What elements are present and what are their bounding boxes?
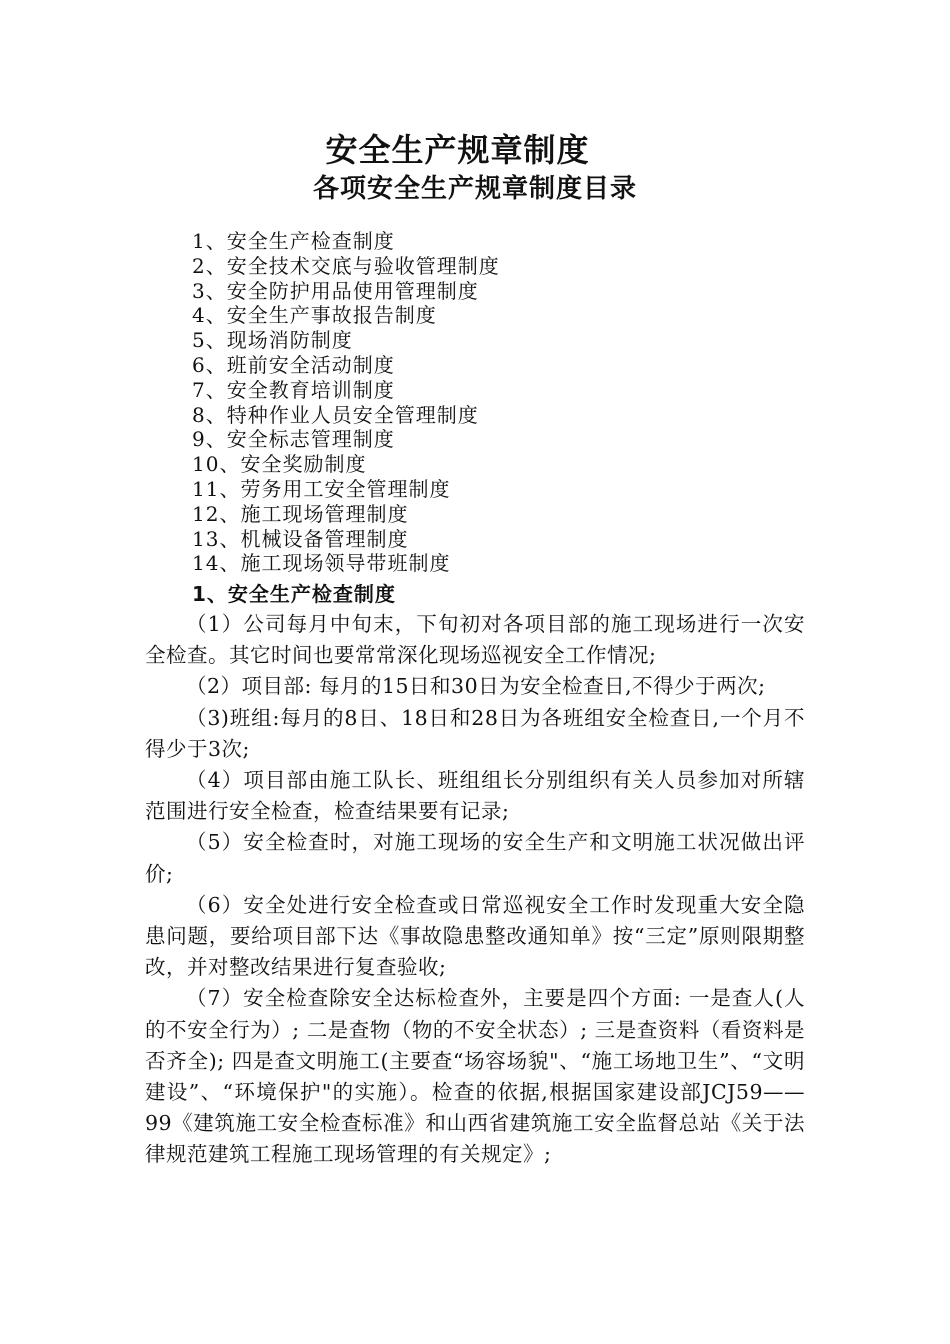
paragraph: （7）安全检查除安全达标检查外，主要是四个方面: 一是查人(人的不安全行为）; 二是查物（物的不安全状态）; 三是查资料（看资料是否齐全); 四是查文明施工(主要查“场容场貌"、“施工场地卫生”、“文明建设”、“环境保护"的实施）。检查的依据,根据国家建设部JCJ59——99《建筑施工安全检查标准》和山西省建筑施工安全监督总站《关于法律规范建筑工程施工现场管理的有关规定》; [145,986,805,1167]
toc-item: 3、安全防护用品使用管理制度 [192,278,479,303]
toc-item: 14、施工现场领导带班制度 [192,551,451,576]
toc-item: 1、安全生产检查制度 [192,229,395,253]
toc-item: 5、现场消防制度 [192,328,353,353]
toc-item: 2、安全技术交底与验收管理制度 [192,253,500,278]
toc-item: 6、班前安全活动制度 [192,352,395,377]
document-title: 安全生产规章制度 [325,131,590,169]
toc-item: 7、安全教育培训制度 [192,377,395,402]
section-body [145,609,805,1171]
toc-item: 13、机械设备管理制度 [192,526,409,551]
document-subtitle: 各项安全生产规章制度目录 [312,174,637,204]
toc-item: 8、特种作业人员安全管理制度 [192,402,479,427]
paragraph: （1）公司每月中旬末，下旬初对各项目部的施工现场进行一次安全检查。其它时间也要常常深化现场巡视安全工作情况; [145,612,805,668]
toc-item: 4、安全生产事故报告制度 [192,303,437,328]
table-of-contents [192,229,500,576]
paragraph: （5）安全检查时，对施工现场的安全生产和文明施工状况做出评价; [145,830,805,886]
paragraph: （6）安全处进行安全检查或日常巡视安全工作时发现重大安全隐患问题，要给项目部下达《事故隐患整改通知单》按“三定”原则限期整改，并对整改结果进行复查验收; [145,892,805,980]
toc-item: 10、安全奖励制度 [192,452,367,477]
paragraph: （4）项目部由施工队长、班组组长分别组织有关人员参加对所辖范围进行安全检查，检查结果要有记录; [145,768,805,824]
paragraph: （3)班组:每月的8日、18日和28日为各班组安全检查日,一个月不得少于3次; [145,705,805,761]
toc-item: 11、劳务用工安全管理制度 [192,476,451,501]
paragraph: （2）项目部: 每月的15日和30日为安全检查日,不得少于两次; [186,674,766,699]
section-heading: 1、安全生产检查制度 [192,582,396,606]
toc-item: 12、施工现场管理制度 [192,501,409,526]
toc-item: 9、安全标志管理制度 [192,427,395,452]
